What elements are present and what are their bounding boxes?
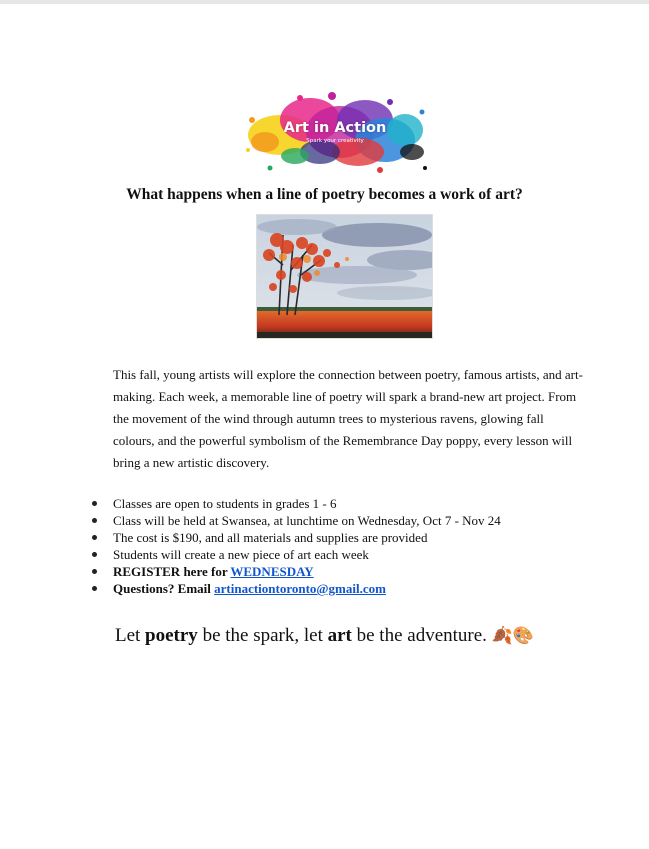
list-item	[92, 512, 612, 529]
logo-tagline: Spark your creativity	[306, 138, 364, 144]
closing-word-art: art	[327, 625, 352, 646]
headline: What happens when a line of poetry becomes a work of art?	[126, 186, 523, 203]
email-link[interactable]: artinactiontoronto@gmail.com	[214, 581, 386, 596]
closing-part-1: Let	[114, 625, 146, 646]
closing-word-poetry: poetry	[145, 625, 198, 646]
bullet-icon	[92, 569, 97, 574]
closing-line	[0, 625, 649, 647]
bullet-icon	[92, 501, 97, 506]
list-item	[92, 546, 612, 563]
intro-paragraph: This fall, young artists will explore the connection between poetry, famous artists, and art-making. Each week, a memorable line of poetry will spark a brand-new art project. From the movement of the wind through autumn trees to mysterious ravens, glowing fall colours, and the powerful symbolism of the Remembrance Day poppy, every lesson will bring a new artistic discovery.	[113, 367, 583, 470]
logo-title: Art in Action	[283, 120, 387, 136]
register-wednesday-link[interactable]: WEDNESDAY	[230, 564, 314, 579]
bullet-icon	[92, 586, 97, 591]
leaf-palette-icon: 🍂🎨	[491, 626, 535, 646]
cost-text: The cost is $190, and all materials and supplies are provided	[113, 530, 428, 545]
details-list	[92, 495, 612, 597]
grades-text: Classes are open to students in grades 1 - 6	[113, 496, 337, 511]
register-label: REGISTER here for	[113, 564, 231, 579]
list-item	[92, 529, 612, 546]
schedule-text: Class will be held at Swansea, at lunchtime on Wednesday, Oct 7 - Nov 24	[113, 513, 501, 528]
bullet-icon	[92, 552, 97, 557]
autumn-tree-painting	[256, 214, 433, 339]
list-item	[92, 495, 612, 512]
art-text: Students will create a new piece of art each week	[113, 547, 369, 562]
list-item	[92, 580, 612, 597]
closing-part-3: be the adventure.	[351, 625, 492, 646]
bullet-icon	[92, 535, 97, 540]
bullet-icon	[92, 518, 97, 523]
questions-label: Questions? Email	[113, 581, 215, 596]
art-in-action-logo	[240, 90, 430, 178]
closing-part-2: be the spark, let	[197, 625, 328, 646]
list-item	[92, 563, 612, 580]
